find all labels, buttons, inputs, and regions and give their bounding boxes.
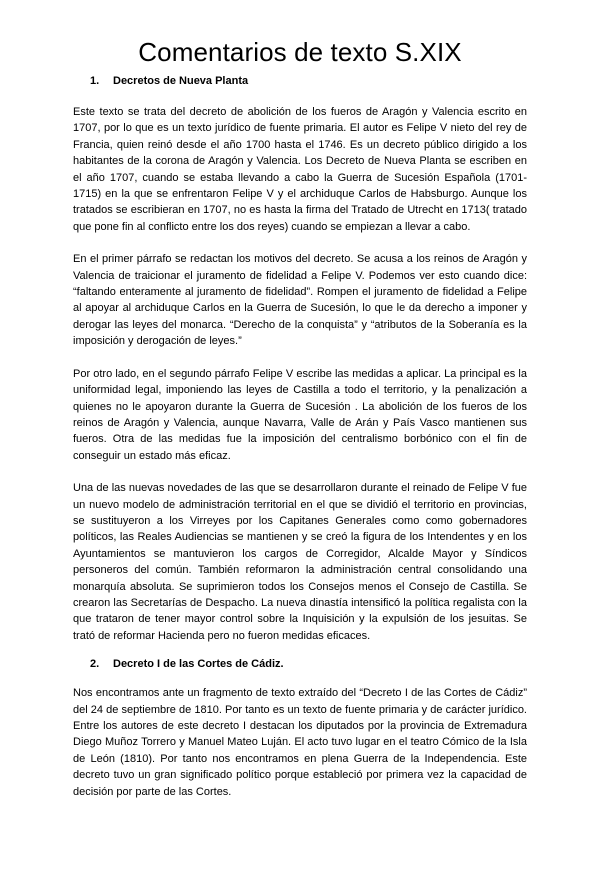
paragraph: Una de las nuevas novedades de las que se desarrollaron durante el reinado de Felipe V fue un nuevo modelo de administración territorial en el que se dividió el territorio en provincias, se sustituyeron a los Virreyes por los Capitanes Generales como como gobernadores políticos, las Reales Audiencias se mantienen y se creó la figura de los Intendentes y en los Ayuntamientos se mantuvieron los cargos de Corregidor, Alcalde Mayor y Síndicos personeros del común. También reformaron la administración central consolidando una monarquía absoluta. Se suprimieron todos los Consejos menos el Consejo de Castilla. Se crearon las Secretarías de Despacho. La nueva dinastía intensificó la política regalista con la que trataron de tener mayor control sobre la Inquisición y la expulsión de los jesuitas. Se trató de reformar Hacienda pero no fueron medidas eficaces.	[73, 482, 527, 642]
section-title: Decreto I de las Cortes de Cádiz.	[113, 658, 284, 671]
document-title: Comentarios de texto S.XIX	[138, 37, 462, 67]
section-number: 2.	[90, 658, 100, 671]
section-number: 1.	[90, 75, 100, 87]
section-heading-2	[90, 657, 527, 671]
section-title: Decretos de Nueva Planta	[113, 75, 249, 87]
paragraph: Por otro lado, en el segundo párrafo Felipe V escribe las medidas a aplicar. La principal es la uniformidad legal, imponiendo las leyes de Castilla a todo el territorio, y la penalización a quienes no le apoyaron durante la Guerra de Sucesión . La abolición de los fueros de los reinos de Aragón y Valencia, aunque Navarra, Valle de Arán y País Vasco mantienen sus fueros. Otra de las medidas fue la imposición del centralismo borbónico con el fin de conseguir un estado más eficaz.	[73, 367, 527, 462]
document-page	[0, 36, 600, 884]
paragraph: Este texto se trata del decreto de abolición de los fueros de Aragón y Valencia escrito en 1707, por lo que es un texto jurídico de fuente primaria. El autor es Felipe V nieto del rey de Francia, quien reinó desde el año 1700 hasta el 1746. Es un decreto público dirigido a los habitantes de la corona de Aragón y Valencia. Los Decreto de Nueva Planta se escriben en el año 1707, cuando se estaba llevando a cabo la Guerra de Sucesión Española (1701-1715) en la que se enfrentaron Felipe V y el archiduque Carlos de Habsburgo. Aunque los tratados se escribieran en 1707, no es hasta la firma del Tratado de Utrecht en 1713( tratado que pone fin al conflicto entre los dos reyes) cuando se empiezan a llevar a cabo.	[73, 106, 527, 233]
paragraph: En el primer párrafo se redactan los motivos del decreto. Se acusa a los reinos de Aragón y Valencia de traicionar el juramento de fidelidad a Felipe V. Podemos ver esto cuando dice: “faltando enteramente al juramento de fidelidad”. Rompen el juramento de fidelidad a Felipe al apoyar al archiduque Carlos en la Guerra de Sucesión, lo que le da derecho a imponer y derogar las leyes del monarca. “Derecho de la conquista” y “atributos de la Soberanía es la imposición y derogación de leyes.”	[73, 253, 527, 348]
paragraph: Nos encontramos ante un fragmento de texto extraído del “Decreto I de las Cortes de Cádiz” del 24 de septiembre de 1810. Por tanto es un texto de fuente primaria y de carácter jurídico. Entre los autores de este decreto I destacan los diputados por la provincia de Extremadura Diego Muñoz Torrero y Manuel Mateo Luján. El acto tuvo lugar en el teatro Cómico de la Isla de León (1810). Por tanto nos encontramos en plena Guerra de la Independencia. Este decreto tuvo un gran significado político porque estableció por primera vez la capacidad de decisión por parte de las Cortes.	[73, 687, 527, 798]
section-heading-1	[90, 74, 527, 88]
